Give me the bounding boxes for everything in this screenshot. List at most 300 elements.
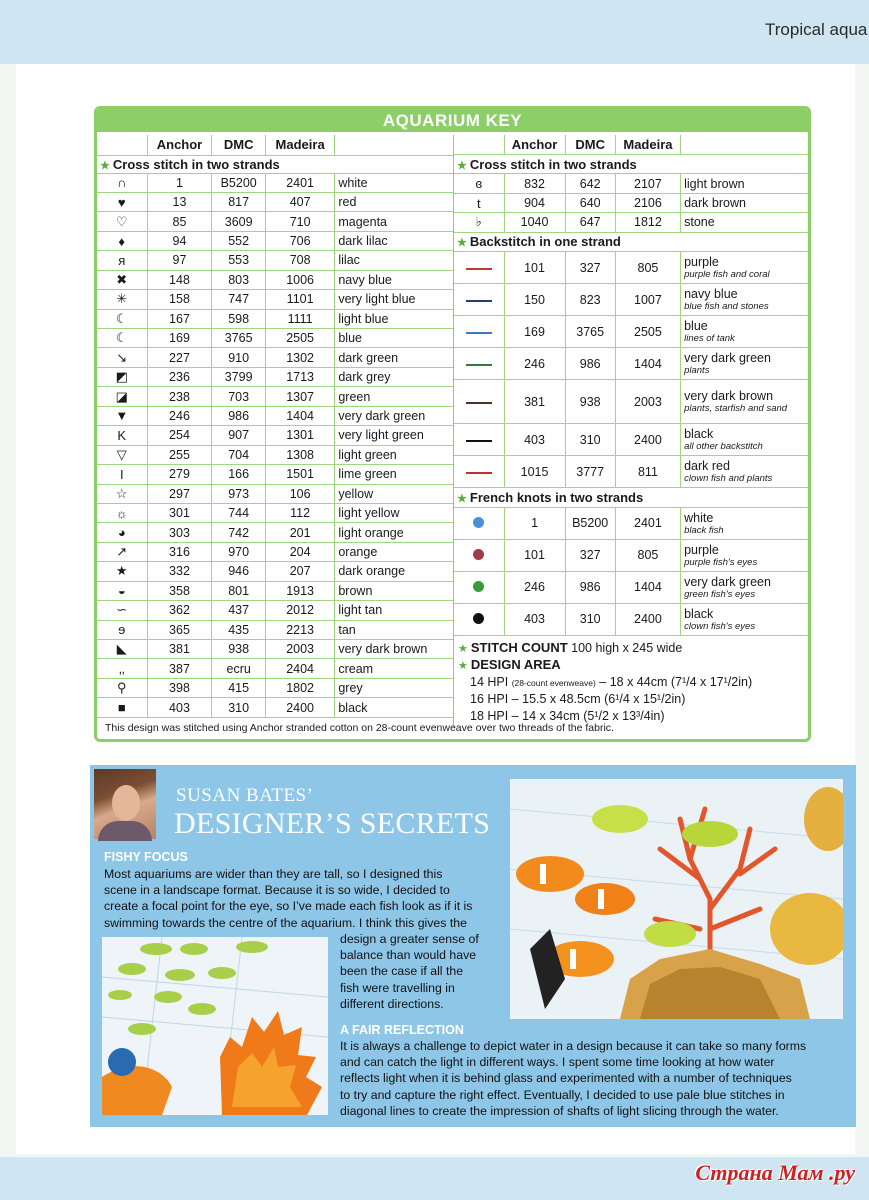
madeira-code: 1802	[265, 678, 334, 697]
dmc-code: 803	[212, 270, 265, 289]
stitch-symbol-icon: ♦	[97, 231, 147, 250]
madeira-code: 1307	[265, 387, 334, 406]
key-row	[97, 640, 453, 659]
dmc-code: 166	[212, 465, 265, 484]
anchor-header: Anchor	[504, 135, 565, 154]
aquarium-photo	[510, 779, 843, 1019]
madeira-code: 811	[615, 456, 680, 488]
usage-note: purple fish and coral	[684, 269, 770, 281]
stitch-symbol-icon: ◒	[97, 581, 147, 600]
key-row	[97, 678, 453, 697]
dmc-code: 310	[565, 603, 615, 635]
stitch-count-value: 100 high x 245 wide	[571, 640, 683, 655]
right-key-table	[454, 135, 808, 636]
madeira-code: 2400	[615, 603, 680, 635]
dmc-code: 327	[565, 539, 615, 571]
french-knot-icon	[473, 613, 484, 624]
madeira-code: 706	[265, 231, 334, 250]
anchor-code: 297	[147, 484, 212, 503]
stitch-symbol-icon: ↗	[97, 542, 147, 561]
dmc-code: 744	[212, 503, 265, 522]
colour-name: navy blue	[335, 270, 453, 289]
madeira-code: 2505	[265, 329, 334, 348]
dmc-code: 310	[565, 424, 615, 456]
colour-name: very dark green	[684, 574, 771, 589]
dmc-code: 946	[212, 562, 265, 581]
stitch-symbol-icon: ☼	[97, 503, 147, 522]
backstitch-line-icon	[466, 402, 492, 404]
madeira-code: 805	[615, 252, 680, 284]
colour-name: light tan	[335, 601, 453, 620]
dmc-code: 817	[212, 192, 265, 211]
text-line: design a greater sense of	[340, 932, 479, 946]
dmc-code: 703	[212, 387, 265, 406]
french-knot-icon	[473, 517, 484, 528]
colour-name: green	[335, 387, 453, 406]
key-row	[97, 173, 453, 192]
backstitch-line-icon	[466, 364, 492, 366]
watermark-logo: Страна Мам .ру	[695, 1160, 855, 1185]
stitch-symbol-icon: K	[97, 426, 147, 445]
colour-name: light blue	[335, 309, 453, 328]
anchor-code: 1015	[504, 456, 565, 488]
star-icon: ★	[457, 492, 467, 505]
star-icon: ★	[458, 659, 468, 672]
star-icon: ★	[457, 159, 467, 172]
colour-name: brown	[335, 581, 453, 600]
dmc-code: 552	[212, 231, 265, 250]
madeira-code: 2505	[615, 316, 680, 348]
anchor-code: 358	[147, 581, 212, 600]
usage-note: purple fish's eyes	[684, 556, 758, 568]
colour-name: lime green	[335, 465, 453, 484]
backstitch-line-icon	[466, 440, 492, 442]
colour-name: dark orange	[335, 562, 453, 581]
usage-note: green fish's eyes	[684, 588, 756, 600]
stitch-symbol-icon: ‚‚	[97, 659, 147, 678]
fair-reflection-heading: A FAIR REFLECTION	[340, 1023, 464, 1037]
colour-name: stone	[681, 213, 808, 232]
anchor-code: 254	[147, 426, 212, 445]
madeira-code: 1301	[265, 426, 334, 445]
text-line: and can catch the light in different ways. I spent some time looking at how water	[340, 1055, 775, 1070]
text-line: been the case if all the	[340, 964, 464, 979]
madeira-code: 2107	[615, 174, 680, 193]
colour-name: light brown	[681, 174, 808, 193]
key-row	[97, 406, 453, 425]
anchor-code: 101	[504, 539, 565, 571]
anchor-code: 301	[147, 503, 212, 522]
dmc-code: 938	[212, 640, 265, 659]
backstitch-row	[454, 316, 808, 348]
stitch-symbol-icon: ◕	[97, 523, 147, 542]
dmc-code: 3765	[565, 316, 615, 348]
dmc-code: 823	[565, 284, 615, 316]
key-row	[97, 231, 453, 250]
backstitch-row	[454, 456, 808, 488]
dmc-code: 310	[212, 698, 265, 717]
backstitch-row	[454, 252, 808, 284]
dmc-code: B5200	[212, 173, 265, 192]
madeira-code: 1501	[265, 465, 334, 484]
madeira-code: 708	[265, 251, 334, 270]
stitch-symbol-icon: ↘	[97, 348, 147, 367]
anchor-code: 403	[147, 698, 212, 717]
dmc-code: 437	[212, 601, 265, 620]
usage-note: plants	[684, 365, 710, 377]
key-row	[97, 329, 453, 348]
key-row	[97, 445, 453, 464]
section-heading: Cross stitch in two strands	[112, 156, 280, 172]
text-line: Most aquariums are wider than they are tall, so I designed this	[104, 867, 443, 881]
anchor-code: 238	[147, 387, 212, 406]
dmc-code: 986	[565, 571, 615, 603]
anchor-code: 398	[147, 678, 212, 697]
madeira-code: 2003	[615, 380, 680, 424]
anchor-header: Anchor	[147, 135, 212, 155]
key-title: AQUARIUM KEY	[97, 109, 808, 132]
colour-name: white	[684, 510, 714, 525]
colour-name: cream	[335, 659, 453, 678]
colour-name: lilac	[335, 251, 453, 270]
key-left-column	[97, 135, 453, 718]
anchor-code: 236	[147, 367, 212, 386]
usage-note: clown fish and plants	[684, 473, 773, 485]
stitch-symbol-icon: ■	[97, 698, 147, 717]
stitch-symbol-icon: t	[454, 193, 504, 212]
text-line: fish were travelling in	[340, 980, 455, 995]
key-right-column	[453, 135, 808, 727]
madeira-code: 2401	[265, 173, 334, 192]
colour-name: very dark green	[335, 406, 453, 425]
stitch-symbol-icon: ∩	[97, 173, 147, 192]
madeira-code: 2404	[265, 659, 334, 678]
french-knot-row	[454, 507, 808, 539]
french-knot-row	[454, 603, 808, 635]
aquarium-key	[94, 106, 811, 742]
key-row	[97, 309, 453, 328]
stitch-symbol-icon: ✳	[97, 290, 147, 309]
text-line: to try and capture the right effect. Eventually, I decided to use pale blue stitches in	[340, 1087, 785, 1102]
key-row	[454, 174, 808, 193]
anchor-code: 403	[504, 424, 565, 456]
key-row	[97, 620, 453, 639]
madeira-code: 2012	[265, 601, 334, 620]
madeira-code: 2213	[265, 620, 334, 639]
madeira-code: 1913	[265, 581, 334, 600]
madeira-header: Madeira	[265, 135, 334, 155]
anchor-code: 246	[504, 348, 565, 380]
section-heading: Backstitch in one strand	[469, 234, 621, 250]
madeira-header: Madeira	[615, 135, 680, 154]
anchor-code: 1	[504, 507, 565, 539]
anchor-code: 381	[504, 380, 565, 424]
madeira-code: 1404	[615, 348, 680, 380]
dmc-code: 327	[565, 252, 615, 284]
dmc-code: 435	[212, 620, 265, 639]
fish-detail-photo	[102, 937, 328, 1115]
dmc-code: B5200	[565, 507, 615, 539]
madeira-code: 1007	[615, 284, 680, 316]
anchor-code: 97	[147, 251, 212, 270]
colour-name: very dark brown	[335, 640, 453, 659]
key-row	[97, 465, 453, 484]
anchor-code: 85	[147, 212, 212, 231]
colour-name: red	[335, 192, 453, 211]
colour-name: purple	[684, 542, 719, 557]
colour-name: very dark green	[684, 351, 771, 366]
stitch-symbol-icon: ▼	[97, 406, 147, 425]
anchor-code: 158	[147, 290, 212, 309]
dmc-code: 647	[565, 213, 615, 232]
colour-name: white	[335, 173, 453, 192]
key-row	[97, 562, 453, 581]
key-row	[97, 503, 453, 522]
key-row	[97, 542, 453, 561]
colour-name: dark green	[335, 348, 453, 367]
madeira-code: 1101	[265, 290, 334, 309]
text-line: It is always a challenge to depict water in a design because it can take so many forms	[340, 1039, 807, 1053]
usage-note: clown fish's eyes	[684, 620, 756, 632]
stitch-symbol-icon: I	[97, 465, 147, 484]
colour-name: navy blue	[684, 287, 738, 302]
text-line: swimming towards the centre of the aquarium. I think this gives the	[104, 915, 467, 930]
dmc-code: 598	[212, 309, 265, 328]
section-title: Tropical aqua	[765, 20, 868, 39]
backstitch-row	[454, 284, 808, 316]
anchor-code: 150	[504, 284, 565, 316]
anchor-code: 169	[504, 316, 565, 348]
colour-name: dark lilac	[335, 231, 453, 250]
dmc-code: 801	[212, 581, 265, 600]
key-row	[97, 251, 453, 270]
madeira-code: 2401	[615, 507, 680, 539]
colour-name: tan	[335, 620, 453, 639]
fishy-focus-heading: FISHY FOCUS	[104, 850, 188, 864]
design-area-label: DESIGN AREA	[470, 656, 561, 672]
design-area-line: 14 HPI (28-count evenweave) – 18 x 44cm (7¹/4 x 17¹/2in)	[470, 674, 753, 689]
colour-name: light yellow	[335, 503, 453, 522]
anchor-code: 904	[504, 193, 565, 212]
colour-name: blue	[684, 319, 708, 334]
madeira-code: 1006	[265, 270, 334, 289]
stitch-symbol-icon: ♥	[97, 192, 147, 211]
text-line: reflects light when it is behind glass and experimented with a number of techniques	[340, 1071, 792, 1086]
dmc-code: 986	[565, 348, 615, 380]
key-row	[97, 212, 453, 231]
dmc-code: 742	[212, 523, 265, 542]
madeira-code: 1404	[265, 406, 334, 425]
colour-name: dark brown	[681, 193, 808, 212]
key-row	[97, 367, 453, 386]
dmc-code: 3765	[212, 329, 265, 348]
madeira-code: 112	[265, 503, 334, 522]
left-key-table	[97, 135, 453, 718]
colour-name: dark grey	[335, 367, 453, 386]
column-header-row	[454, 135, 808, 154]
madeira-code: 2106	[615, 193, 680, 212]
dmc-code: ecru	[212, 659, 265, 678]
anchor-code: 101	[504, 252, 565, 284]
dmc-code: 3799	[212, 367, 265, 386]
designer-portrait	[94, 769, 156, 839]
colour-name: light orange	[335, 523, 453, 542]
colour-name: very dark brown	[684, 389, 774, 404]
stitch-symbol-icon: ♡	[97, 212, 147, 231]
madeira-code: 1812	[615, 213, 680, 232]
madeira-code: 1404	[615, 571, 680, 603]
key-row	[97, 523, 453, 542]
dmc-code: 642	[565, 174, 615, 193]
madeira-code: 805	[615, 539, 680, 571]
french-knot-icon	[473, 581, 484, 592]
key-row	[454, 213, 808, 232]
madeira-code: 1713	[265, 367, 334, 386]
dmc-code: 704	[212, 445, 265, 464]
fishy-focus-text-narrow	[340, 931, 510, 1012]
dmc-code: 3609	[212, 212, 265, 231]
key-row	[97, 387, 453, 406]
section-heading: French knots in two strands	[469, 489, 644, 505]
stitch-symbol-icon: ⚲	[97, 678, 147, 697]
colour-name: very light blue	[335, 290, 453, 309]
backstitch-row	[454, 380, 808, 424]
stitch-symbol-icon: ☆	[97, 484, 147, 503]
anchor-code: 148	[147, 270, 212, 289]
design-area-line: 18 HPI – 14 x 34cm (5¹/2 x 13³/4in)	[470, 708, 665, 723]
anchor-code: 279	[147, 465, 212, 484]
dmc-code: 938	[565, 380, 615, 424]
stitch-symbol-icon: ▽	[97, 445, 147, 464]
text-line: different directions.	[340, 996, 444, 1011]
key-row	[97, 348, 453, 367]
colour-name: black	[684, 427, 714, 442]
section-row	[454, 488, 808, 507]
dmc-code: 910	[212, 348, 265, 367]
usage-note: blue fish and stones	[684, 301, 769, 313]
colour-name: black	[684, 606, 714, 621]
colour-name: light green	[335, 445, 453, 464]
madeira-code: 407	[265, 192, 334, 211]
colour-name: dark red	[684, 459, 730, 474]
anchor-code: 403	[504, 603, 565, 635]
madeira-code: 201	[265, 523, 334, 542]
column-header-row	[97, 135, 453, 155]
anchor-code: 387	[147, 659, 212, 678]
anchor-code: 365	[147, 620, 212, 639]
stitch-symbol-icon: ✖	[97, 270, 147, 289]
stitch-symbol-icon: ◣	[97, 640, 147, 659]
key-row	[97, 290, 453, 309]
anchor-code: 246	[147, 406, 212, 425]
usage-note: all other backstitch	[684, 441, 763, 453]
colour-name: blue	[335, 329, 453, 348]
section-row	[454, 232, 808, 251]
backstitch-row	[454, 424, 808, 456]
madeira-code: 2003	[265, 640, 334, 659]
stitch-symbol-icon: я	[97, 251, 147, 270]
anchor-code: 303	[147, 523, 212, 542]
madeira-code: 204	[265, 542, 334, 561]
usage-note: black fish	[684, 524, 724, 536]
colour-name: purple	[684, 255, 719, 270]
dmc-code: 3777	[565, 456, 615, 488]
madeira-code: 207	[265, 562, 334, 581]
colour-name: black	[335, 698, 453, 717]
design-area-list	[458, 674, 805, 725]
dmc-header: DMC	[565, 135, 615, 154]
anchor-code: 332	[147, 562, 212, 581]
usage-note: lines of tank	[684, 333, 735, 345]
cross-stitch-section	[454, 154, 808, 173]
secrets-title: DESIGNER’S SECRETS	[174, 807, 491, 840]
colour-name: magenta	[335, 212, 453, 231]
designers-secrets	[90, 765, 856, 1127]
anchor-code: 1040	[504, 213, 565, 232]
anchor-code: 13	[147, 192, 212, 211]
anchor-code: 94	[147, 231, 212, 250]
madeira-code: 1111	[265, 309, 334, 328]
madeira-code: 2400	[265, 698, 334, 717]
key-row	[97, 698, 453, 717]
stitch-symbol-icon: ◪	[97, 387, 147, 406]
stitch-symbol-icon: ♭	[454, 213, 504, 232]
text-line: balance than would have	[340, 948, 477, 963]
french-knot-row	[454, 539, 808, 571]
backstitch-line-icon	[466, 300, 492, 302]
cross-stitch-section	[97, 155, 453, 173]
french-knot-row	[454, 571, 808, 603]
fishy-focus-text	[104, 866, 504, 931]
stitch-symbol-icon: ɞ	[454, 174, 504, 193]
star-icon: ★	[100, 159, 110, 172]
text-line: create a focal point for the eye, so I’ve made each fish look as if it is	[104, 899, 473, 914]
key-row	[97, 192, 453, 211]
stitch-symbol-icon: ★	[97, 562, 147, 581]
french-knot-icon	[473, 549, 484, 560]
dmc-code: 415	[212, 678, 265, 697]
stitch-count-label: STITCH COUNT	[470, 639, 568, 655]
dmc-code: 970	[212, 542, 265, 561]
star-icon: ★	[457, 237, 467, 250]
dmc-code: 640	[565, 193, 615, 212]
stitch-symbol-icon: ɘ	[97, 620, 147, 639]
colour-name: very light green	[335, 426, 453, 445]
key-row	[97, 270, 453, 289]
star-icon: ★	[458, 642, 468, 655]
stitch-symbol-icon: ☾	[97, 309, 147, 328]
usage-note: plants, starfish and sand	[684, 403, 788, 415]
key-row	[97, 581, 453, 600]
madeira-code: 1302	[265, 348, 334, 367]
anchor-code: 1	[147, 173, 212, 192]
anchor-code: 246	[504, 571, 565, 603]
madeira-code: 106	[265, 484, 334, 503]
stitch-symbol-icon: ☾	[97, 329, 147, 348]
anchor-code: 362	[147, 601, 212, 620]
fair-reflection-text	[340, 1038, 855, 1119]
dmc-code: 973	[212, 484, 265, 503]
key-note: This design was stitched using Anchor stranded cotton on 28-count evenweave over two threads of the fabric.	[105, 722, 614, 734]
backstitch-line-icon	[466, 332, 492, 334]
stitch-symbol-icon: ∽	[97, 601, 147, 620]
backstitch-line-icon	[466, 472, 492, 474]
key-row	[97, 426, 453, 445]
backstitch-line-icon	[466, 268, 492, 270]
stitch-symbol-icon: ◩	[97, 367, 147, 386]
section-heading: Cross stitch in two strands	[469, 156, 637, 172]
colour-name: grey	[335, 678, 453, 697]
